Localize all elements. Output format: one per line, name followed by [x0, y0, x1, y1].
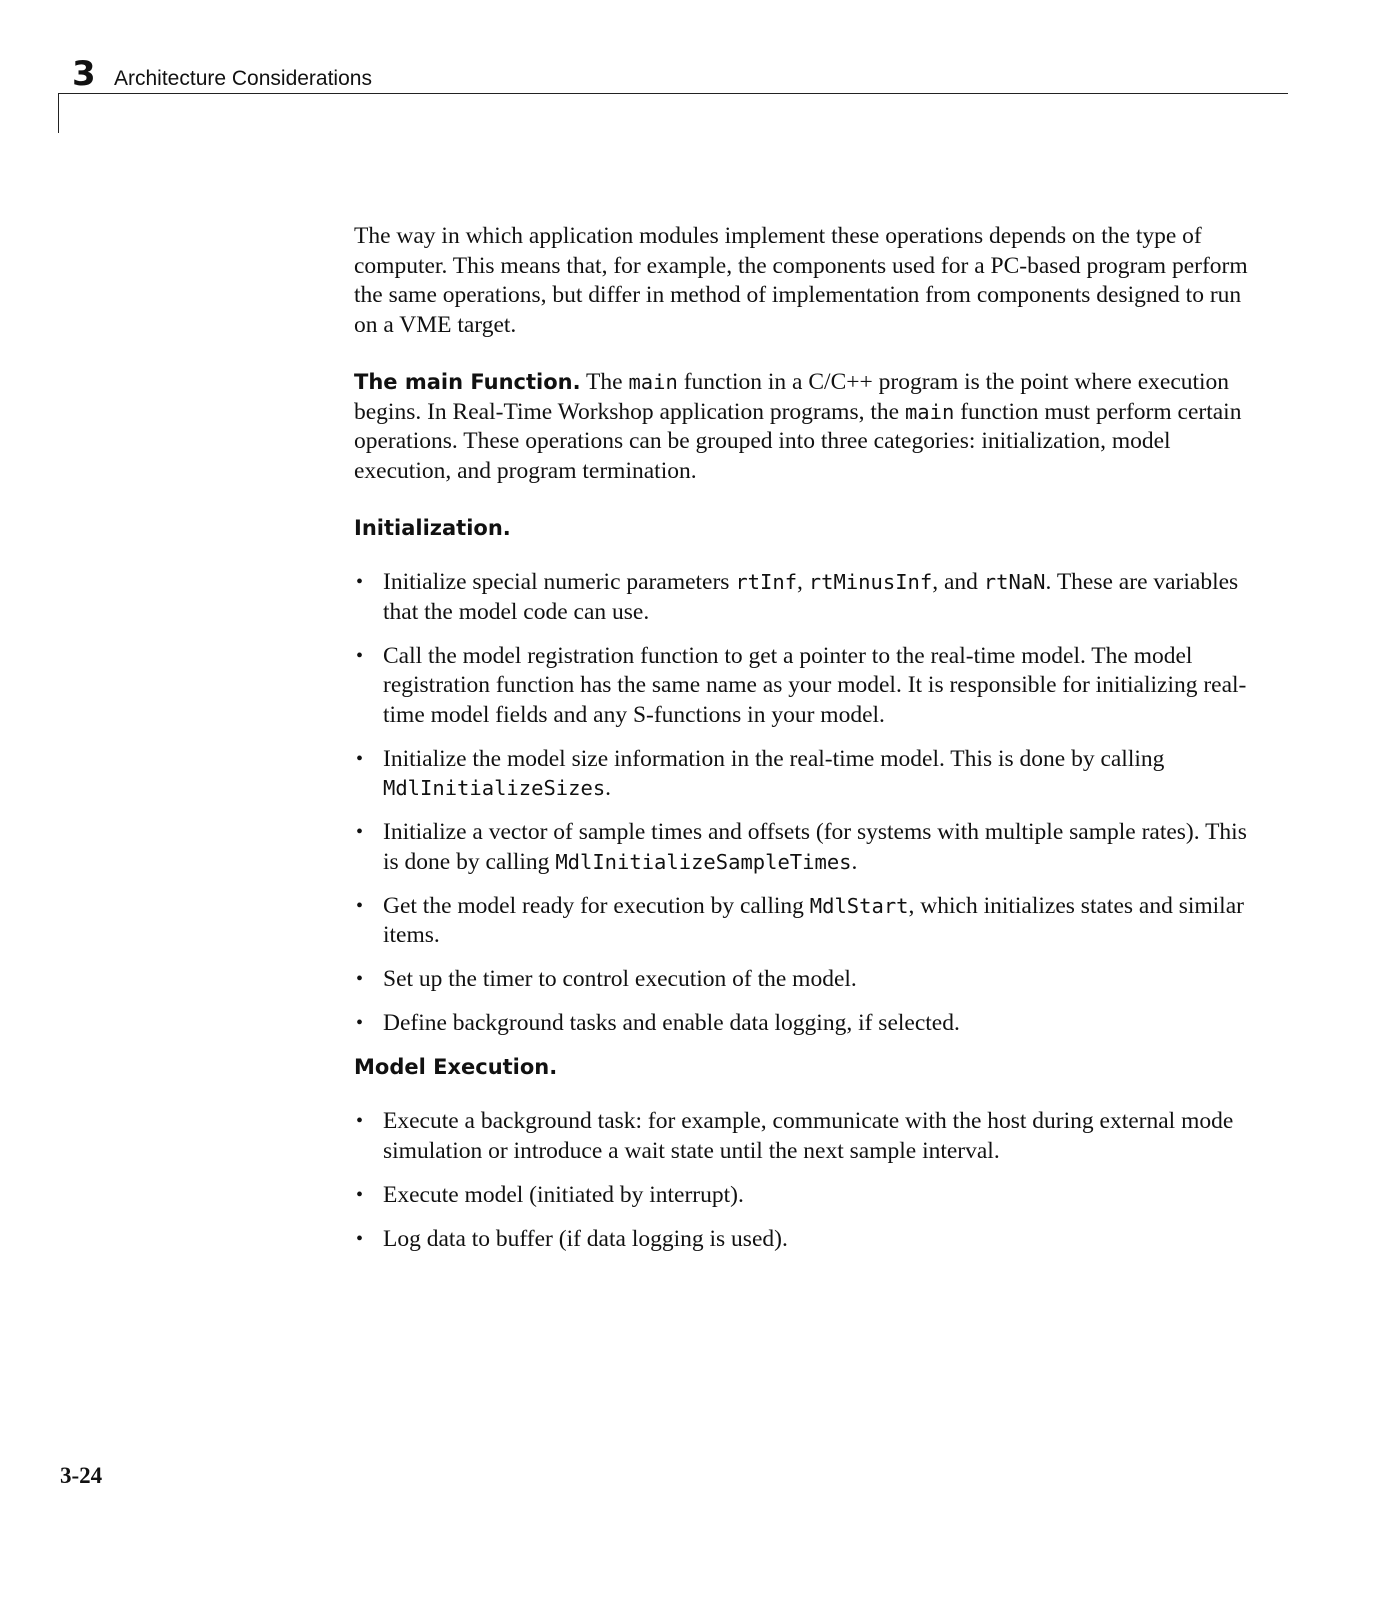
- header-corner-rule: [58, 93, 59, 133]
- text-run: Set up the timer to control execution of the model.: [383, 966, 857, 992]
- text-run: Define background tasks and enable data logging, if selected.: [383, 1010, 960, 1036]
- bullet-icon: •: [356, 1110, 364, 1132]
- text-run: .: [851, 848, 858, 875]
- bullet-icon: •: [356, 1227, 364, 1250]
- model-execution-list: [354, 1107, 1254, 1254]
- list-item: [354, 818, 1254, 877]
- intro-paragraph: The way in which application modules implement these operations depends on the type of computer. This means that, for example, the components used for a PC-based program perform the same operations, but differ in method of implementation from components designed to run on a VME target.: [354, 223, 1248, 338]
- list-item: [354, 642, 1254, 731]
- text-run: Initialize special numeric parameters: [383, 569, 736, 595]
- text-run: .: [605, 775, 612, 801]
- model-execution-heading: Model Execution.: [354, 1055, 558, 1079]
- code-main: main: [628, 370, 678, 394]
- text-run: function must perform certain operations. These operations can be grouped into three categories: initialization, model execution, and program termination.: [354, 398, 1242, 484]
- list-item: [354, 745, 1254, 804]
- main-function-heading: The main Function.: [354, 370, 581, 394]
- bullet-icon: •: [356, 1012, 364, 1034]
- text-run: , and: [932, 569, 984, 595]
- text-run: Log data to buffer (if data logging is used).: [383, 1225, 788, 1252]
- text-run: Call the model registration function to get a pointer to the real-time model. The model registration function has the same name as your model. It is responsible for initializing real-time model fields and any S-functions in your model.: [383, 642, 1247, 728]
- bullet-icon: •: [356, 644, 364, 667]
- code-rtnan: rtNaN: [983, 570, 1046, 594]
- chapter-title: Architecture Considerations: [114, 67, 372, 90]
- page-body: [354, 222, 1254, 1269]
- main-function-paragraph: [354, 368, 1254, 486]
- text-run: . These are variables that the model code can use.: [383, 569, 1239, 625]
- bullet-icon: •: [356, 571, 364, 593]
- bullet-icon: •: [356, 1183, 364, 1206]
- text-run: , which initializes states and similar items.: [383, 892, 1244, 948]
- text-run: function in a C/C++ program is the point where execution begins. In Real-Time Workshop application programs, the: [354, 369, 1230, 425]
- code-mdlinitializesampletimes: MdlInitializeSampleTimes: [555, 849, 852, 874]
- list-item: [354, 1225, 1254, 1255]
- list-item: [354, 965, 1254, 995]
- bullet-icon: •: [356, 968, 364, 990]
- page-number: 3-24: [60, 1463, 103, 1488]
- text-run: Get the model ready for execution by calling: [383, 892, 810, 919]
- code-main: main: [904, 399, 955, 424]
- bullet-icon: •: [356, 894, 364, 917]
- code-rtminusinf: rtMinusInf: [808, 570, 933, 594]
- text-run: Initialize a vector of sample times and offsets (for systems with multiple sample rates). This is done by calling: [383, 819, 1247, 875]
- list-item: [354, 1107, 1254, 1166]
- list-item: [354, 1181, 1254, 1211]
- bullet-icon: •: [356, 821, 364, 843]
- code-mdlstart: MdlStart: [809, 893, 909, 918]
- code-rtinf: rtInf: [735, 570, 798, 594]
- bullet-icon: •: [356, 747, 364, 770]
- text-run: Execute model (initiated by interrupt).: [383, 1181, 744, 1208]
- text-run: Execute a background task: for example, communicate with the host during external mode simulation or introduce a wait state until the next sample interval.: [383, 1108, 1234, 1164]
- list-item: [354, 892, 1254, 951]
- initialization-heading: Initialization.: [354, 516, 511, 540]
- header-rule: [58, 93, 1288, 94]
- list-item: [354, 1009, 1254, 1039]
- running-header: [58, 52, 1288, 132]
- text-run: The: [580, 369, 629, 395]
- text-run: ,: [797, 569, 809, 595]
- text-run: Initialize the model size information in the real-time model. This is done by calling: [383, 745, 1165, 772]
- code-mdlinitializesizes: MdlInitializeSizes: [383, 776, 606, 800]
- initialization-list: [354, 568, 1254, 1039]
- chapter-number: 3: [72, 54, 96, 94]
- list-item: [354, 568, 1254, 627]
